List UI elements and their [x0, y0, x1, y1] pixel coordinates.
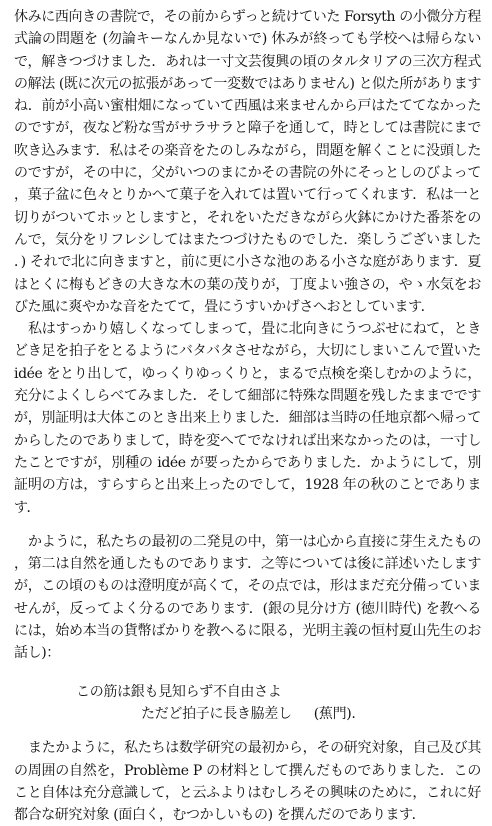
paragraph-4: またかように，私たちは数学研究の最初から，その研究対象，自己及び其の周囲の自然を，Problème P の材料として撰んだものでありました．このこと自体は充分意識して，と云ふよりはむしろその興味のために，これに好都合な研究対象 (面白く，むつかしいもの) を撰んだのであります．: [14, 740, 481, 824]
paragraph-1: 休みに西向きの書院で，その前からずっと続けていた Forsyth の小微分方程式論の問題を (勿論キーなんか見ないで) 休みが終っても学校へは帰らないで，解きつづけました．あれは一寸文芸復興の頃のタルタリアの三次方程式の解法 (既に次元の拡張があって一変数ではありません) と似た所がありますね．前が小高い蜜柑畑になっていて西風は来ませんから戸はたててなかったのですが，夜など粉な雪がサラサラと障子を通して，時としては書院にまで吹き込みます．私はその楽音をたのしみながら，問題を解くことに没頭したのですが，その中に，父がいつのまにかその書院の外にそっとしのびよって，菓子盆に色々とりかへて菓子を入れては置いて行ってくれます．私は一と切りがついてホッとしますと，それをいただきながら火鉢にかけた番茶をのんで，気分をリフレシしてはまたつづけたものでした．楽しうございました．) それで北に向きますと，前に更に小さな池のある小さな庭があります．夏はとくに梅もどきの大きな木の葉の茂りが，丁度よい強さの，やゝ水気をおびた風に爽やかな音をたてて，畳にうすいかげさへおとしています．: [14, 9, 481, 315]
paragraph-3: かように，私たちの最初の二発見の中，第一は心から直接に芽生えたもの，第二は自然を通したものであります．之等については後に詳述いたしますが，この頃のものは澄明度が高くて，その点では，形はまだ充分備っていませんが，反ってよく分るのであります．(銀の見分け方 (徳川時代) を教へるには，始め本当の貨幣ばかりを教へるに限る，光明主義の恒村夏山先生のお話し)：: [14, 533, 481, 662]
verse-line-2-text: ただど拍子に長き脇差し: [141, 705, 292, 722]
verse-line-2: [14, 703, 481, 725]
paragraph-2: 私はすっかり嬉しくなってしまって，畳に北向きにうつぶせにねて，ときどき足を拍子をとるようにバタバタさせながら，大切にしまいこんで置いた idée をとり出して，ゆっくりゆっくりと，まるで点検を楽しむかのように，充分によくしらべてみました．そして細部に特殊な問題を残したままでですが，別証明は大体このとき出来上りました．細部は当時の任地京都へ帰ってからしたのでありまして，時を変へてでなければ出来なかったのは，一寸したことですが，別種の idée が要ったからでありました．かようにして，別証明の方は，すらすらと出来上ったのでして，1928 年の秋のことであります．: [14, 321, 481, 516]
verse-line-1: この筋は銀も見知らず不自由さよ: [76, 683, 282, 700]
quoted-verse: [14, 681, 481, 726]
verse-attribution: (蕉門).: [313, 705, 356, 722]
